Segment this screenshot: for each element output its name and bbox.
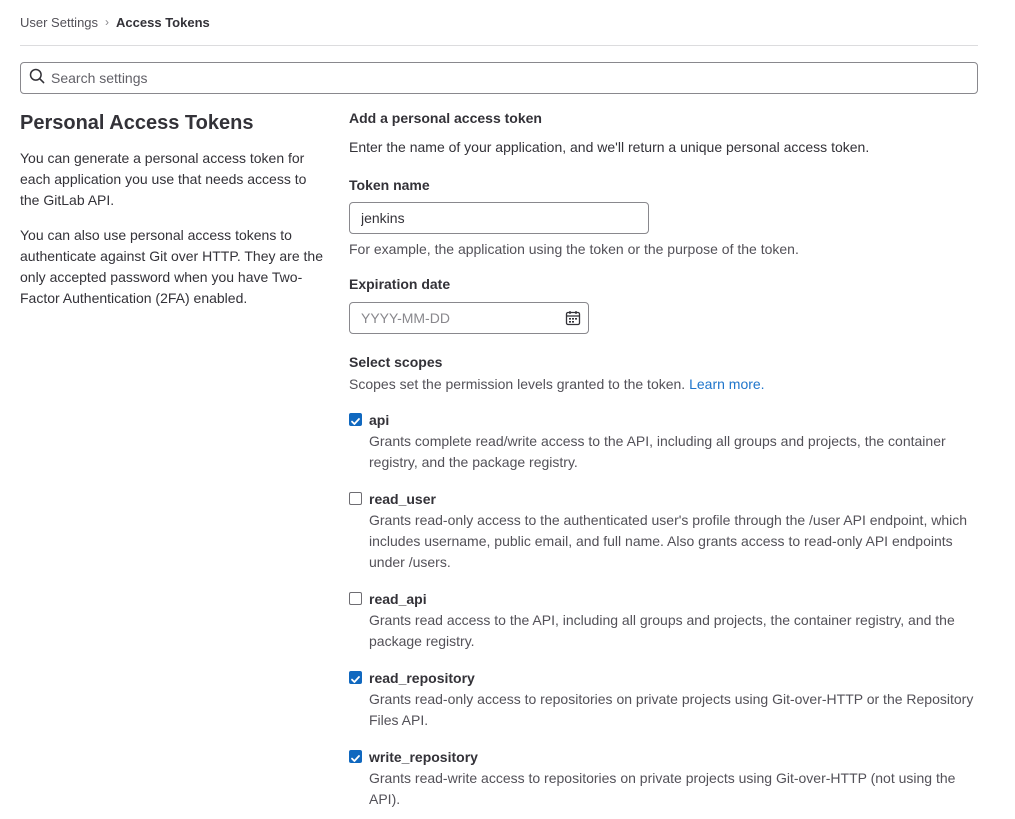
scopes-group xyxy=(349,352,979,810)
add-token-form xyxy=(349,108,979,810)
scopes-label: Select scopes xyxy=(349,354,443,370)
scope-read-repository xyxy=(349,668,979,731)
scope-read-api-description: Grants read access to the API, including all groups and projects, the container registry, and the package registry. xyxy=(369,612,955,649)
scope-read-api-checkbox[interactable] xyxy=(349,592,362,605)
header-divider xyxy=(20,45,978,46)
breadcrumb-user-settings-link[interactable]: User Settings xyxy=(20,14,99,30)
form-description: Enter the name of your application, and we'll return a unique personal access token. xyxy=(349,139,870,155)
scopes-description-text: Scopes set the permission levels granted to the token. xyxy=(349,376,686,392)
search-icon xyxy=(29,68,45,89)
breadcrumb-current: Access Tokens xyxy=(116,14,210,30)
scope-read-user-checkbox[interactable] xyxy=(349,492,362,505)
expiration-group xyxy=(349,274,979,334)
expiration-date-input[interactable] xyxy=(349,302,589,334)
scopes-description xyxy=(349,374,979,394)
scope-read-api-name: read_api xyxy=(369,591,427,607)
intro-panel xyxy=(20,110,325,323)
scope-read-user-description: Grants read-only access to the authenticated user's profile through the /user API endpoint, which includes username, public email, and full name. Also grants access to read-only API endpoints under /users. xyxy=(369,512,968,570)
token-name-label: Token name xyxy=(349,177,430,193)
token-name-input[interactable] xyxy=(349,202,649,234)
intro-paragraph-2: You can also use personal access tokens to authenticate against Git over HTTP. They are the only accepted password when you have Two-Factor Authentication (2FA) enabled. xyxy=(20,227,323,306)
calendar-icon[interactable] xyxy=(565,310,581,331)
expiration-label: Expiration date xyxy=(349,276,451,292)
token-name-help: For example, the application using the token or the purpose of the token. xyxy=(349,241,799,257)
search-box[interactable] xyxy=(20,62,978,94)
scope-write-repository-checkbox[interactable] xyxy=(349,750,362,763)
intro-paragraph-1: You can generate a personal access token for each application you use that needs access to the GitLab API. xyxy=(20,150,307,208)
chevron-right-icon: › xyxy=(105,15,110,29)
learn-more-link[interactable]: Learn more. xyxy=(689,376,765,392)
token-name-group xyxy=(349,175,979,259)
scope-read-user xyxy=(349,489,979,573)
search-input[interactable] xyxy=(49,69,949,87)
form-title: Add a personal access token xyxy=(349,110,542,126)
expiration-date-picker xyxy=(349,302,589,334)
scope-api xyxy=(349,410,979,473)
scope-api-description: Grants complete read/write access to the API, including all groups and projects, the container registry, and the package registry. xyxy=(369,433,946,470)
scope-read-repository-checkbox[interactable] xyxy=(349,671,362,684)
breadcrumb xyxy=(20,14,210,30)
page-title: Personal Access Tokens xyxy=(20,112,254,134)
scope-write-repository-name: write_repository xyxy=(369,749,478,765)
scope-write-repository-description: Grants read-write access to repositories on private projects using Git-over-HTTP (not using the API). xyxy=(369,770,956,807)
scope-read-repository-description: Grants read-only access to repositories on private projects using Git-over-HTTP or the Repository Files API. xyxy=(369,691,974,728)
scope-api-name: api xyxy=(369,412,390,428)
scope-read-user-name: read_user xyxy=(369,491,436,507)
scope-api-checkbox[interactable] xyxy=(349,413,362,426)
scope-write-repository xyxy=(349,747,979,810)
scope-read-repository-name: read_repository xyxy=(369,670,475,686)
scope-read-api xyxy=(349,589,979,652)
